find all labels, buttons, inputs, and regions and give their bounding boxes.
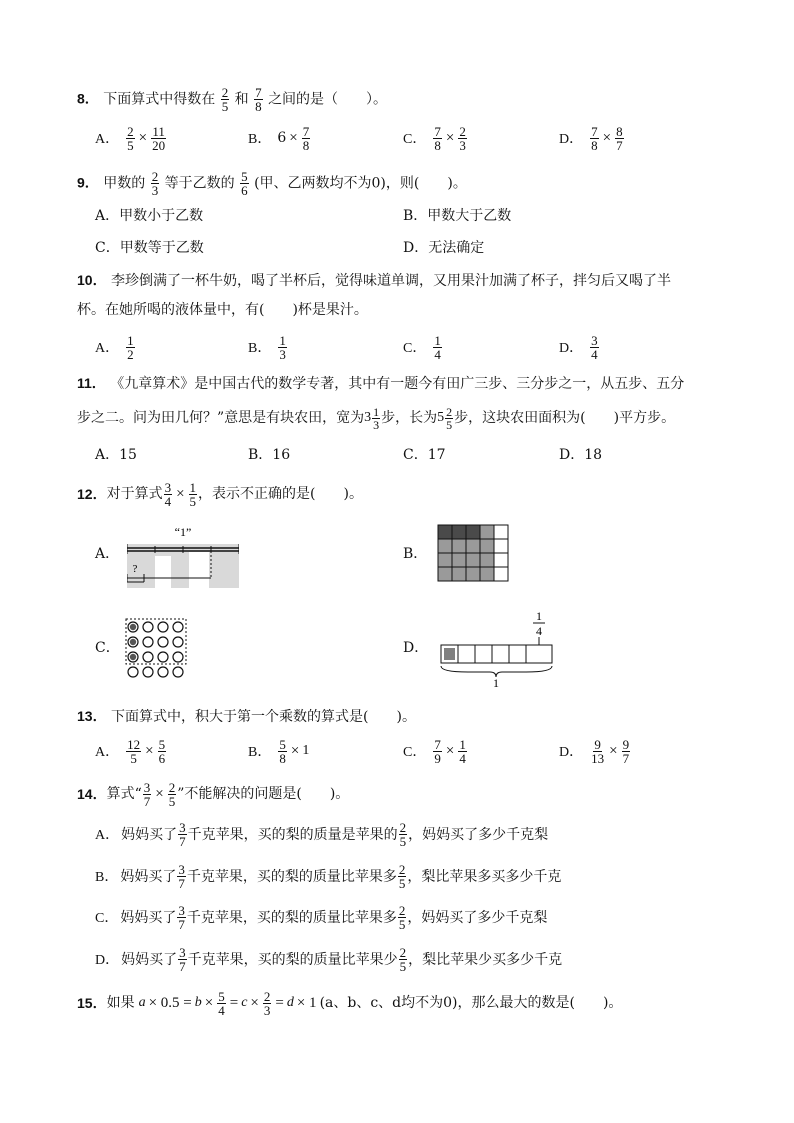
option-label: A． bbox=[95, 745, 120, 760]
option-b-grid-diagram[interactable] bbox=[437, 524, 509, 582]
fraction: $\frac{1}{3}$ bbox=[373, 404, 380, 432]
option-a[interactable] bbox=[95, 731, 167, 771]
option-d[interactable] bbox=[95, 939, 562, 979]
fraction: $\frac{3}{7}$ bbox=[178, 861, 185, 891]
option-label: B． bbox=[95, 870, 119, 885]
grid-cell bbox=[466, 539, 480, 553]
circle bbox=[143, 652, 153, 662]
grid-cell bbox=[494, 539, 508, 553]
stem-text: 之间的是（ ）。 bbox=[268, 91, 388, 108]
fraction: $\frac{8}{7}$ bbox=[616, 123, 623, 153]
fraction: $\frac{7}{8}$ bbox=[591, 123, 598, 153]
grid-cell bbox=[452, 567, 466, 581]
grid-cell bbox=[438, 539, 452, 553]
mixed-whole: 3 bbox=[364, 410, 372, 425]
grid-cell bbox=[494, 525, 508, 539]
option-b[interactable] bbox=[248, 327, 288, 367]
expression-part: × 1 bbox=[296, 995, 317, 1011]
number: 1 bbox=[302, 743, 310, 758]
fraction: $\frac{3}{4}$ bbox=[591, 332, 598, 362]
stem-line-2 bbox=[77, 405, 675, 431]
grid-cell bbox=[494, 567, 508, 581]
option-label: C． bbox=[403, 132, 427, 147]
option-c-label[interactable]: C． bbox=[95, 640, 120, 656]
question-number: 12． bbox=[77, 486, 107, 502]
fraction: $\frac{1}{4}$ bbox=[459, 736, 466, 766]
circle bbox=[158, 637, 168, 647]
option-label: A． bbox=[95, 132, 120, 147]
option-label: D． bbox=[559, 341, 584, 356]
option-d[interactable]: D．18 bbox=[559, 447, 603, 463]
fraction: $\frac{7}{8}$ bbox=[302, 123, 310, 153]
option-text: 妈妈买了 bbox=[121, 952, 178, 968]
option-text: 千克苹果，买的梨的质量比苹果多 bbox=[186, 869, 397, 885]
variable-b: b bbox=[194, 995, 202, 1010]
grid-cell bbox=[452, 525, 466, 539]
circle bbox=[158, 622, 168, 632]
option-text: 千克苹果，买的梨的质量比苹果少 bbox=[187, 952, 398, 968]
circle bbox=[143, 622, 153, 632]
grid-cell bbox=[452, 539, 466, 553]
stem-text: 和 bbox=[234, 91, 249, 108]
option-a[interactable]: A．15 bbox=[95, 447, 137, 463]
question-8-stem bbox=[77, 86, 387, 113]
grid-cell bbox=[480, 567, 494, 581]
label-numerator: 1 bbox=[536, 609, 542, 623]
option-text: ，妈妈买了多少千克梨 bbox=[407, 910, 548, 926]
stem-text: 对于算式 bbox=[106, 486, 163, 502]
option-d[interactable]: D．无法确定 bbox=[403, 240, 485, 256]
stem-text: 等于乙数的 bbox=[164, 175, 235, 192]
operator: × bbox=[250, 995, 259, 1011]
circle bbox=[158, 667, 168, 677]
fraction: $\frac{3}{7}$ bbox=[179, 944, 186, 974]
stem-text: 算式“ bbox=[106, 786, 142, 802]
option-text: 妈妈买了 bbox=[120, 910, 177, 926]
fraction: $\frac{1}{5}$ bbox=[189, 479, 197, 509]
bar-label-one: “1” bbox=[174, 525, 192, 539]
option-c-circles-diagram[interactable] bbox=[124, 618, 188, 680]
question-12-stem bbox=[77, 480, 363, 508]
stem-text: (甲、乙两数均不为0)，则( )。 bbox=[254, 175, 467, 192]
stem-text: 步之二。问为田几何？”意思是有块农田，宽为 bbox=[77, 410, 365, 426]
option-label: D． bbox=[95, 953, 120, 968]
question-number: 15． bbox=[77, 995, 107, 1011]
question-mark: ? bbox=[132, 563, 138, 575]
question-number: 8． bbox=[77, 90, 99, 107]
fraction: $\frac{2}{3}$ bbox=[459, 123, 466, 153]
option-c[interactable] bbox=[95, 897, 547, 937]
option-label: D． bbox=[559, 132, 584, 147]
question-number: 11． bbox=[77, 375, 106, 391]
operator: × bbox=[445, 129, 455, 146]
fraction: $\frac{2}{5}$ bbox=[398, 902, 406, 932]
option-label: C． bbox=[403, 745, 427, 760]
option-b[interactable] bbox=[95, 856, 561, 896]
operator: = bbox=[275, 995, 284, 1011]
option-d[interactable] bbox=[559, 731, 631, 771]
option-c[interactable] bbox=[403, 731, 468, 771]
circle bbox=[173, 652, 183, 662]
option-text: ，梨比苹果多买多少千克 bbox=[407, 869, 562, 885]
operator: × bbox=[290, 742, 300, 759]
circle bbox=[173, 667, 183, 677]
question-13-stem bbox=[77, 706, 416, 727]
fraction: $\frac{2}{3}$ bbox=[151, 169, 159, 198]
grid-cell bbox=[480, 553, 494, 567]
option-c[interactable]: C．17 bbox=[403, 447, 446, 463]
fraction: $\frac{7}{9}$ bbox=[434, 736, 441, 766]
fraction: $\frac{9}{7}$ bbox=[622, 736, 630, 766]
grid-cell bbox=[438, 567, 452, 581]
stem-text: 《九章算术》是中国古代的数学专著，其中有一题今有田广三步、三分步之一，从五步、五分 bbox=[110, 376, 685, 392]
question-number: 10． bbox=[77, 272, 107, 288]
option-label: A． bbox=[95, 341, 120, 356]
operator: × bbox=[602, 129, 612, 146]
stem-text: ”不能解决的问题是( )。 bbox=[177, 786, 350, 802]
option-text: 千克苹果，买的梨的质量比苹果多 bbox=[186, 910, 397, 926]
fraction: $\frac{11}{20}$ bbox=[152, 123, 166, 153]
stem-text: 下面算式中得数在 bbox=[103, 91, 216, 108]
fraction: $\frac{5}{8}$ bbox=[279, 736, 286, 766]
operator: × bbox=[138, 129, 148, 146]
circle bbox=[158, 652, 168, 662]
option-b[interactable] bbox=[248, 118, 311, 158]
fraction: $\frac{5}{4}$ bbox=[218, 988, 225, 1018]
variable-c: c bbox=[241, 995, 248, 1010]
fraction: $\frac{1}{2}$ bbox=[127, 332, 134, 362]
operator: × bbox=[155, 786, 164, 802]
operator: × bbox=[609, 742, 618, 759]
fraction: $\frac{2}{5}$ bbox=[221, 85, 229, 114]
variable-a: a bbox=[138, 995, 146, 1010]
option-c[interactable] bbox=[403, 118, 468, 158]
question-number: 14． bbox=[77, 786, 107, 802]
stem-text: 下面算式中，积大于第一个乘数的算式是( )。 bbox=[111, 709, 416, 725]
option-a[interactable] bbox=[95, 327, 136, 367]
option-label: D． bbox=[559, 745, 584, 760]
stem-text: 如果 bbox=[106, 995, 135, 1011]
option-label: B． bbox=[248, 745, 272, 760]
grid-cell bbox=[494, 553, 508, 567]
expression-part: × 0.5 = bbox=[148, 995, 192, 1011]
option-b[interactable] bbox=[248, 731, 309, 771]
option-d[interactable] bbox=[559, 118, 625, 158]
fraction: $\frac{1}{3}$ bbox=[279, 332, 286, 362]
filled-dot bbox=[130, 639, 136, 645]
question-11-stem bbox=[77, 373, 684, 394]
operator: × bbox=[204, 995, 214, 1011]
filled-dot bbox=[130, 624, 136, 630]
option-label: C． bbox=[403, 341, 427, 356]
stem-text: 步，长为 bbox=[381, 410, 438, 426]
option-text: 千克苹果，买的梨的质量是苹果的 bbox=[187, 827, 398, 843]
operator: × bbox=[176, 486, 185, 502]
option-a-bar-diagram[interactable] bbox=[127, 522, 239, 588]
fraction: $\frac{3}{4}$ bbox=[164, 479, 172, 509]
fraction: $\frac{2}{5}$ bbox=[398, 861, 406, 891]
grid-cell bbox=[480, 525, 494, 539]
grid-cell bbox=[480, 539, 494, 553]
fraction: $\frac{5}{6}$ bbox=[158, 736, 166, 766]
fraction: $\frac{7}{8}$ bbox=[255, 85, 262, 114]
fraction: $\frac{2}{5}$ bbox=[168, 779, 176, 809]
fraction: $\frac{2}{5}$ bbox=[127, 123, 134, 153]
option-label: B． bbox=[248, 341, 272, 356]
question-number: 13． bbox=[77, 708, 107, 724]
option-a[interactable]: A．甲数小于乙数 bbox=[95, 208, 204, 224]
variable-d: d bbox=[286, 995, 294, 1010]
question-number: 9． bbox=[77, 174, 99, 191]
fraction: $\frac{1}{4}$ bbox=[434, 332, 441, 362]
filled-dot bbox=[130, 654, 136, 660]
operator: × bbox=[289, 129, 298, 146]
option-d[interactable] bbox=[559, 327, 600, 367]
question-15-stem bbox=[77, 988, 622, 1018]
operator: = bbox=[229, 995, 239, 1011]
fraction: $\frac{2}{5}$ bbox=[399, 944, 407, 974]
option-label: B． bbox=[248, 132, 272, 147]
option-text: 妈妈买了 bbox=[121, 827, 178, 843]
question-9-stem bbox=[77, 170, 467, 197]
stem-text: 步，这块农田面积为( )平方步。 bbox=[454, 410, 676, 426]
stem-text: 甲数的 bbox=[103, 175, 146, 192]
option-d-strip-diagram[interactable] bbox=[438, 608, 556, 688]
operator: × bbox=[145, 742, 154, 759]
option-a[interactable] bbox=[95, 118, 167, 158]
grid-cell bbox=[466, 553, 480, 567]
label-whole: 1 bbox=[493, 676, 499, 688]
fraction: $\frac{2}{5}$ bbox=[446, 404, 453, 432]
label-denominator: 4 bbox=[536, 624, 542, 638]
circle bbox=[143, 637, 153, 647]
option-a-label[interactable]: A． bbox=[95, 546, 120, 562]
option-c[interactable]: C．甲数等于乙数 bbox=[95, 240, 204, 256]
fraction: $\frac{3}{7}$ bbox=[178, 902, 185, 932]
option-label: A． bbox=[95, 828, 120, 843]
fraction: $\frac{2}{3}$ bbox=[263, 988, 271, 1018]
operator: × bbox=[445, 742, 455, 759]
fraction: $\frac{9}{13}$ bbox=[591, 736, 605, 766]
grid-cell bbox=[438, 525, 452, 539]
option-d-label[interactable]: D． bbox=[403, 640, 429, 656]
grid-cell bbox=[438, 553, 452, 567]
circle bbox=[173, 637, 183, 647]
option-b-label[interactable]: B． bbox=[403, 546, 428, 562]
fraction: $\frac{7}{8}$ bbox=[434, 123, 441, 153]
fraction: $\frac{12}{5}$ bbox=[127, 736, 141, 766]
grid-cell bbox=[452, 553, 466, 567]
stem-text: (a、b、c、d均不为0)，那么最大的数是( )。 bbox=[319, 995, 623, 1011]
option-text: 妈妈买了 bbox=[120, 869, 177, 885]
fraction: $\frac{3}{7}$ bbox=[179, 819, 186, 849]
mixed-whole: 5 bbox=[437, 410, 445, 425]
option-c[interactable] bbox=[403, 327, 443, 367]
grid-cell bbox=[466, 525, 480, 539]
circle bbox=[128, 667, 138, 677]
circle bbox=[173, 622, 183, 632]
option-b[interactable]: B．16 bbox=[248, 447, 291, 463]
fraction: $\frac{3}{7}$ bbox=[143, 779, 151, 809]
option-text: ，妈妈买了多少千克梨 bbox=[408, 827, 549, 843]
option-text: ，梨比苹果少买多少千克 bbox=[408, 952, 563, 968]
stem-text: 杯。在她所喝的液体量中，有( )杯是果汁。 bbox=[77, 302, 368, 318]
question-14-stem bbox=[77, 780, 349, 808]
question-10-stem bbox=[77, 270, 671, 291]
option-a[interactable] bbox=[95, 814, 548, 854]
circle bbox=[143, 667, 153, 677]
number: 6 bbox=[277, 130, 287, 146]
fraction: $\frac{2}{5}$ bbox=[399, 819, 407, 849]
option-label: C． bbox=[95, 911, 119, 926]
stem-text: 李珍倒满了一杯牛奶，喝了半杯后，觉得味道单调，又用果汁加满了杯子，拌匀后又喝了半 bbox=[111, 273, 672, 289]
option-b[interactable]: B．甲数大于乙数 bbox=[403, 208, 512, 224]
fraction: $\frac{5}{6}$ bbox=[241, 169, 248, 198]
grid-cell bbox=[466, 567, 480, 581]
stem-text: ，表示不正确的是( )。 bbox=[198, 486, 363, 502]
